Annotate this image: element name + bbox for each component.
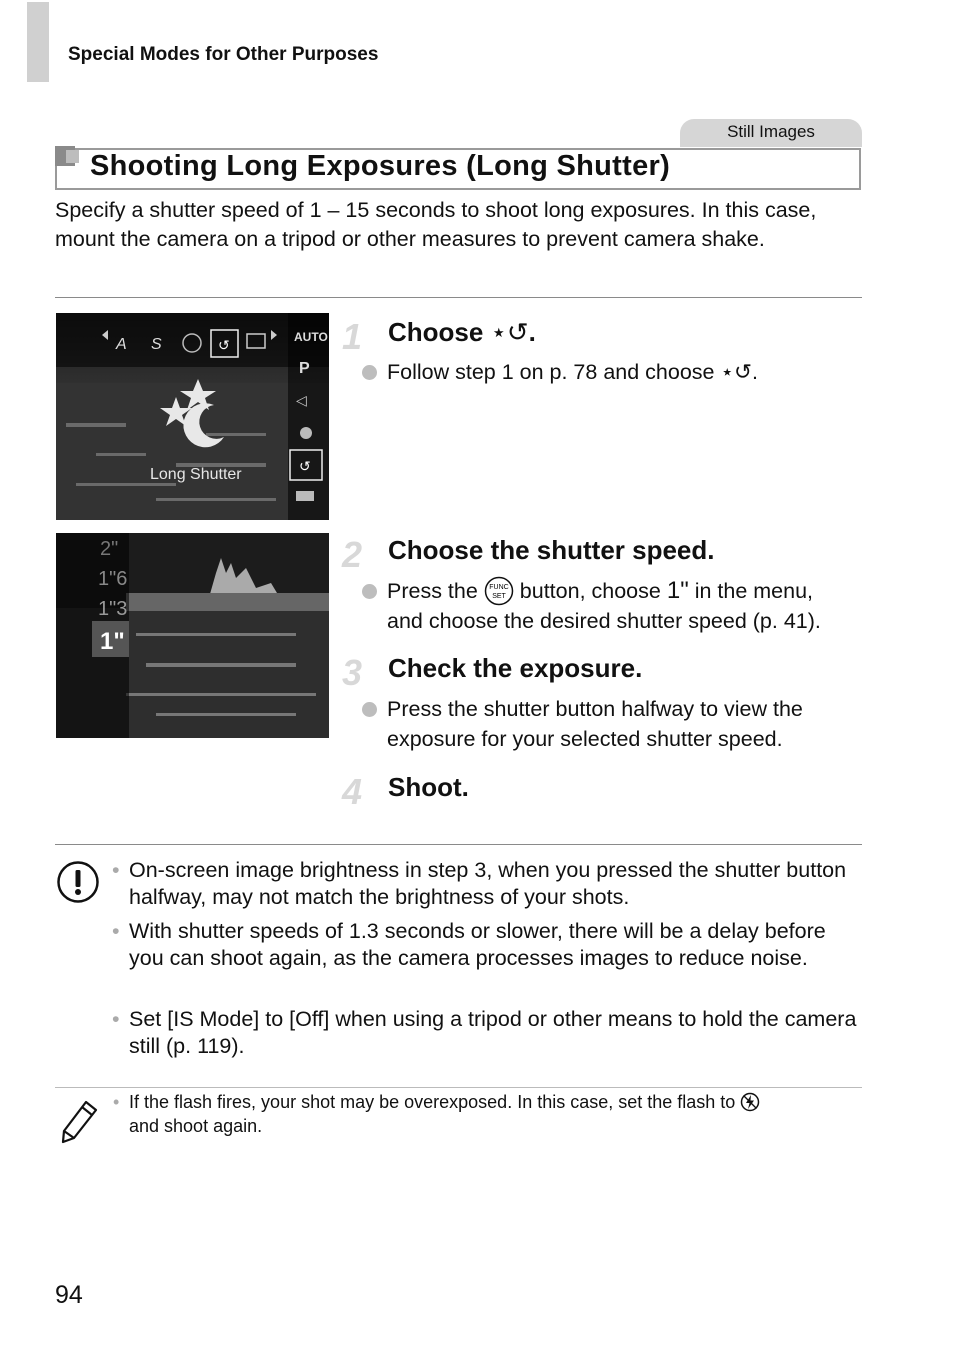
svg-text:↺: ↺	[299, 458, 311, 474]
bullet-dot	[362, 365, 377, 380]
camera-screen-shutter-speed	[56, 533, 329, 738]
divider-top	[55, 297, 862, 298]
bullet-dot	[362, 584, 377, 599]
speed-1-6s: 1"6	[98, 568, 128, 590]
mode-a-icon: A	[116, 336, 127, 353]
caution-item-1: • On-screen image brightness in step 3, when you pressed the shutter button halfway, may not match the brightness of your shots.	[112, 858, 847, 909]
svg-text:FUNC: FUNC	[489, 584, 509, 591]
step-2-title: Choose the shutter speed.	[388, 535, 715, 565]
caution-item-3: • Set [IS Mode] to [Off] when using a tripod or other means to hold the camera still (p. 119).	[112, 1007, 857, 1058]
step-2-bullet-line2: and choose the desired shutter speed (p. 41).	[387, 609, 821, 633]
chapter-tab-marker	[27, 2, 49, 82]
step-1-title: Choose	[388, 317, 484, 347]
memo-item: • If the flash fires, your shot may be overexposed. In this case, set the flash to and shoot again.	[129, 1090, 859, 1138]
step-1-title-end: .	[528, 317, 536, 347]
step-3-bullet-line2: exposure for your selected shutter speed.	[387, 727, 783, 751]
caution-item-2: • With shutter speeds of 1.3 seconds or slower, there will be a delay before you can shoot again, as the camera processes images to reduce noise.	[112, 919, 826, 970]
step-2-bullet-text-a: Press the	[387, 579, 478, 603]
divider-caution	[55, 844, 862, 845]
speed-2s: 2"	[100, 538, 119, 560]
bullet-dot	[362, 702, 377, 717]
svg-text:SET: SET	[492, 593, 506, 600]
memo-text-b: and shoot again.	[129, 1116, 263, 1136]
step-2-bullet-text-c: in the menu,	[694, 579, 814, 603]
section-title: Shooting Long Exposures (Long Shutter)	[90, 150, 671, 182]
side-p-icon: P	[299, 360, 310, 377]
step-2-bullet	[362, 575, 862, 607]
step-1-heading	[388, 317, 536, 348]
step-number-3: 3	[342, 652, 363, 693]
step-1-bullet-text: Follow step 1 on p. 78 and choose	[387, 360, 715, 384]
func-set-button-icon	[484, 576, 514, 606]
caution-text-2: With shutter speeds of 1.3 seconds or slower, there will be a delay before you can shoot again, as the camera processes images to reduce noise.	[129, 919, 826, 970]
step-number-2: 2	[342, 534, 363, 575]
step-4-title: Shoot.	[388, 772, 469, 802]
caution-text-1: On-screen image brightness in step 3, when you pressed the shutter button halfway, may not match the brightness of your shots.	[129, 858, 847, 909]
caution-icon	[56, 860, 100, 904]
step-3-title: Check the exposure.	[388, 653, 643, 683]
svg-text:◁: ◁	[296, 392, 307, 408]
title-square-accent	[66, 150, 79, 163]
step-number-1: 1	[342, 316, 363, 357]
svg-text:↺: ↺	[218, 337, 230, 353]
speed-1-3s: 1"3	[98, 598, 128, 620]
divider-memo	[55, 1087, 862, 1088]
step-1-bullet-end: .	[751, 360, 758, 384]
speed-1s-selected: 1"	[100, 628, 125, 655]
step-1-bullet	[362, 357, 758, 388]
step-number-4: 4	[342, 771, 363, 812]
long-shutter-label: Long Shutter	[150, 466, 242, 483]
long-shutter-mode-icon: ⋆↺	[720, 360, 752, 384]
page-number: 94	[55, 1281, 83, 1309]
intro-paragraph: Specify a shutter speed of 1 – 15 seconds to shoot long exposures. In this case, mount the camera on a tripod or other measures to prevent camera shake.	[55, 198, 817, 251]
flash-off-icon	[740, 1092, 760, 1112]
chapter-title: Special Modes for Other Purposes	[68, 44, 379, 65]
long-shutter-mode-icon: ⋆↺	[490, 317, 529, 347]
mode-s-icon: S	[151, 336, 162, 353]
step-3-bullet	[362, 694, 803, 725]
pencil-memo-icon	[58, 1098, 100, 1146]
still-images-tag: Still Images	[680, 119, 862, 147]
step-3-bullet-line1: Press the shutter button halfway to view the	[387, 697, 803, 721]
step-2-bullet-text-b: button, choose	[519, 579, 661, 603]
camera-screen-mode-select	[56, 313, 329, 520]
memo-text-a: If the flash fires, your shot may be overexposed. In this case, set the flash to	[129, 1092, 736, 1112]
caution-text-3: Set [IS Mode] to [Off] when using a tripod or other means to hold the camera still (p. 119).	[129, 1007, 857, 1058]
shutter-speed-icon: 1"	[666, 577, 689, 604]
side-auto-icon: AUTO	[294, 330, 328, 344]
